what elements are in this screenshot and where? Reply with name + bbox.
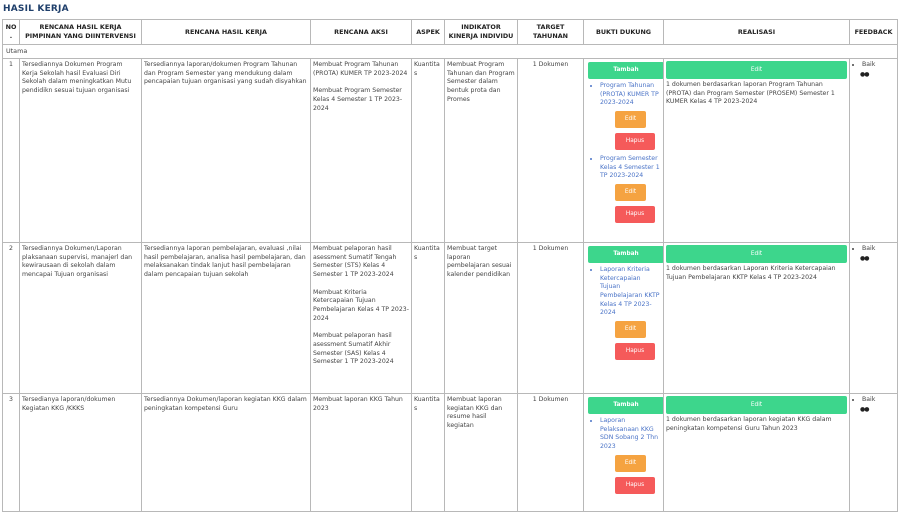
realisasi-text: 1 dokumen berdasarkan laporan kegiatan KKG dalam peningkatan kompetensi Guru Tahun 2023: [666, 415, 832, 432]
rencana-aksi-item: Membuat laporan KKG Tahun 2023: [313, 395, 403, 412]
hapus-bukti-button[interactable]: Hapus: [615, 343, 655, 360]
col-header-aspek: ASPEK: [412, 20, 445, 45]
bukti-list: [586, 417, 661, 494]
rencana-aksi-cell: [311, 58, 412, 242]
indikator-cell: Membuat target laporan pembelajaran sesuai kalender pendidikan: [445, 242, 518, 393]
row-number: 2: [3, 242, 20, 393]
bukti-dukung-cell: [584, 393, 664, 511]
bukti-link[interactable]: Laporan Kriteria Ketercapaian Tujuan Pembelajaran KKTP Kelas 4 TP 2023-2024: [600, 265, 660, 317]
realisasi-cell: [664, 242, 850, 393]
table-row: [3, 242, 898, 393]
rhk-pimpinan-cell: Tersediannya Dokumen/Laporan plaksanaan supervisi, manajerl dan kewirausaan di sekolah dalam mencapai Tujuan organisasi: [20, 242, 142, 393]
target-cell: 1 Dokumen: [518, 242, 584, 393]
realisasi-text: 1 dokumen berdasarkan Laporan Kriteria Ketercapaian Tujuan Pembelajaran KKTP Kelas 4 TP 2023-2024: [666, 264, 836, 281]
feedback-cell: [850, 58, 898, 242]
bukti-dukung-cell: [584, 242, 664, 393]
aspek-cell: Kuantitas: [412, 58, 445, 242]
col-header-rhk: RENCANA HASIL KERJA: [142, 20, 311, 45]
aspek-cell: Kuantitas: [412, 393, 445, 511]
rhk-pimpinan-cell: Tersedianya laporan/dokumen Kegiatan KKG /KKKS: [20, 393, 142, 511]
bukti-item: [600, 417, 661, 494]
rencana-aksi-cell: [311, 393, 412, 511]
realisasi-text: 1 dokumen berdasarkan laporan Program Tahunan (PROTA) dan Program Semester (PROSEM) Semester 1 KUMER Kelas 4 TP 2023-2024: [666, 80, 835, 106]
edit-realisasi-button[interactable]: Edit: [666, 396, 847, 414]
rencana-aksi-item: Membuat Program Tahunan (PROTA) KUMER TP 2023-2024: [313, 60, 408, 77]
col-header-rencana-aksi: RENCANA AKSI: [311, 20, 412, 45]
col-header-bukti-dukung: BUKTI DUKUNG: [584, 20, 664, 45]
rhk-cell: Tersediannya laporan/dokumen Program Tahunan dan Program Semester yang mendukung dalam pencapaian tujuan organisasi yang sudah disyahkan: [142, 58, 311, 242]
bukti-link[interactable]: Program Tahunan (PROTA) KUMER TP 2023-2024: [600, 81, 659, 107]
bukti-item: [600, 266, 661, 360]
hapus-bukti-button[interactable]: Hapus: [615, 133, 655, 150]
rencana-aksi-item: Membuat pelaporan hasil asessment Sumatif Tengah Semester (STS) Kelas 4 Semester 1 TP 2023-2024: [313, 244, 397, 278]
group-label: Utama: [3, 45, 898, 59]
rhk-cell: Tersediannya Dokumen/laporan kegiatan KKG dalam peningkatan kompetensi Guru: [142, 393, 311, 511]
edit-bukti-button[interactable]: Edit: [615, 455, 646, 472]
edit-realisasi-button[interactable]: Edit: [666, 245, 847, 263]
bukti-item: [600, 82, 661, 150]
feedback-text: • Baik: [862, 245, 895, 254]
realisasi-cell: [664, 58, 850, 242]
table-header-row: [3, 20, 898, 45]
eyes-icon: ●●: [860, 254, 869, 262]
bukti-link[interactable]: Laporan Pelaksanaan KKG SDN Sobang 2 Thn 2023: [600, 416, 659, 450]
edit-bukti-button[interactable]: Edit: [615, 111, 646, 128]
bukti-item: [600, 155, 661, 223]
tambah-bukti-button[interactable]: Tambah: [588, 246, 664, 263]
hapus-bukti-button[interactable]: Hapus: [615, 477, 655, 494]
feedback-text: • Baik: [862, 61, 895, 70]
target-cell: 1 Dokumen: [518, 393, 584, 511]
tambah-bukti-button[interactable]: Tambah: [588, 397, 664, 414]
bukti-list: [586, 82, 661, 223]
col-header-target: TARGET TAHUNAN: [518, 20, 584, 45]
col-header-realisasi: REALISASI: [664, 20, 850, 45]
edit-bukti-button[interactable]: Edit: [615, 321, 646, 338]
eyes-icon: ●●: [860, 405, 869, 413]
edit-bukti-button[interactable]: Edit: [615, 184, 646, 201]
eyes-icon: ●●: [860, 70, 869, 78]
indikator-cell: Membuat laporan kegiatan KKG dan resume hasil kegiatan: [445, 393, 518, 511]
rhk-pimpinan-cell: Tersediannya Dokumen Program Kerja Sekolah hasil Evaluasi Diri Sekolah dalam meningkatkan Mutu pendidikn sesuai tujuan organisasi: [20, 58, 142, 242]
edit-realisasi-button[interactable]: Edit: [666, 61, 847, 79]
hapus-bukti-button[interactable]: Hapus: [615, 206, 655, 223]
bukti-link[interactable]: Program Semester Kelas 4 Semester 1 TP 2023-2024: [600, 154, 660, 180]
indikator-cell: Membuat Program Tahunan dan Program Semester dalam bentuk prota dan Promes: [445, 58, 518, 242]
bukti-list: [586, 266, 661, 360]
realisasi-cell: [664, 393, 850, 511]
rencana-aksi-item: Membuat Kriteria Ketercapaian Tujuan Pembelajaran Kelas 4 TP 2023-2024: [313, 288, 409, 322]
col-header-no: NO.: [3, 20, 20, 45]
rhk-cell: Tersediannya laporan pembelajaran, evaluasi ,nilai hasil pembelajaran, analisa hasil pembelajaran, dan melaksanakan tindak lanjut hasil pembelajaran dalam pencapaian tujuan sekolah: [142, 242, 311, 393]
group-row: [3, 45, 898, 59]
col-header-feedback: FEEDBACK: [850, 20, 898, 45]
aspek-cell: Kuantitas: [412, 242, 445, 393]
table-row: [3, 393, 898, 511]
rencana-aksi-item: Membuat Program Semester Kelas 4 Semester 1 TP 2023-2024: [313, 87, 403, 112]
col-header-indikator: INDIKATOR KINERJA INDIVIDU: [445, 20, 518, 45]
rencana-aksi-item: Membuat pelaporan hasil asessment Sumatif Akhir Semester (SAS) Kelas 4 Semester 1 TP 2023-2024: [313, 332, 394, 366]
rencana-aksi-cell: [311, 242, 412, 393]
target-cell: 1 Dokumen: [518, 58, 584, 242]
feedback-cell: [850, 393, 898, 511]
col-header-rhk-pimpinan: RENCANA HASIL KERJA PIMPINAN YANG DIINTERVENSI: [20, 20, 142, 45]
row-number: 1: [3, 58, 20, 242]
feedback-cell: [850, 242, 898, 393]
page-title: HASIL KERJA: [3, 4, 69, 14]
tambah-bukti-button[interactable]: Tambah: [588, 62, 664, 79]
feedback-text: • Baik: [862, 396, 895, 405]
bukti-dukung-cell: [584, 58, 664, 242]
row-number: 3: [3, 393, 20, 511]
table-row: [3, 58, 898, 242]
hasil-kerja-table: [2, 19, 898, 512]
